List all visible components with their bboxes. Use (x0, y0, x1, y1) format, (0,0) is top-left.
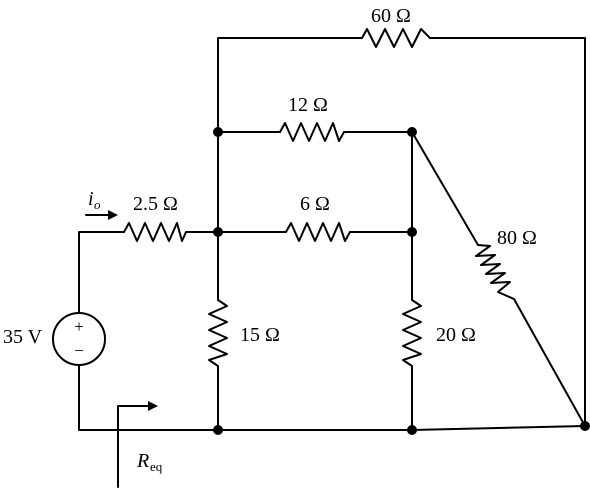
req-subscript: eq (150, 459, 163, 474)
label-15-ohm: 15 Ω (240, 324, 280, 346)
current-symbol: i (88, 188, 94, 210)
label-current-io (88, 188, 101, 212)
voltage-source (53, 313, 105, 365)
label-req (136, 450, 163, 474)
labels (3, 5, 537, 474)
resistor-20 (403, 300, 421, 366)
label-6-ohm: 6 Ω (300, 193, 330, 215)
resistor-60 (362, 29, 430, 47)
source-minus-sign: − (74, 341, 84, 360)
label-source-voltage: 35 V (3, 326, 43, 348)
node-top-left (213, 127, 223, 137)
resistor-6 (286, 223, 350, 241)
current-subscript: o (94, 197, 101, 212)
req-arrow (118, 401, 158, 487)
node-mid-right (407, 227, 417, 237)
resistor-15 (209, 300, 227, 366)
node-bottom-right (580, 421, 590, 431)
node-bottom-left (213, 425, 223, 435)
wire-source-top (79, 232, 124, 313)
nodes (213, 127, 590, 435)
label-60-ohm: 60 Ω (371, 5, 411, 27)
label-20-ohm: 20 Ω (436, 324, 476, 346)
node-bottom-mid (407, 425, 417, 435)
source-plus-sign: + (74, 317, 84, 336)
resistor-80 (476, 245, 514, 299)
wire-source-bottom (79, 365, 585, 430)
wire-80-top (412, 132, 478, 245)
wire-80-bottom (514, 299, 585, 426)
resistor-2-5 (124, 223, 186, 241)
current-arrow (86, 210, 118, 220)
label-2-5-ohm: 2.5 Ω (133, 193, 178, 215)
label-80-ohm: 80 Ω (497, 227, 537, 249)
resistor-12 (280, 123, 344, 141)
label-12-ohm: 12 Ω (288, 94, 328, 116)
node-mid-left (213, 227, 223, 237)
req-symbol: R (137, 450, 150, 472)
node-top-right (407, 127, 417, 137)
